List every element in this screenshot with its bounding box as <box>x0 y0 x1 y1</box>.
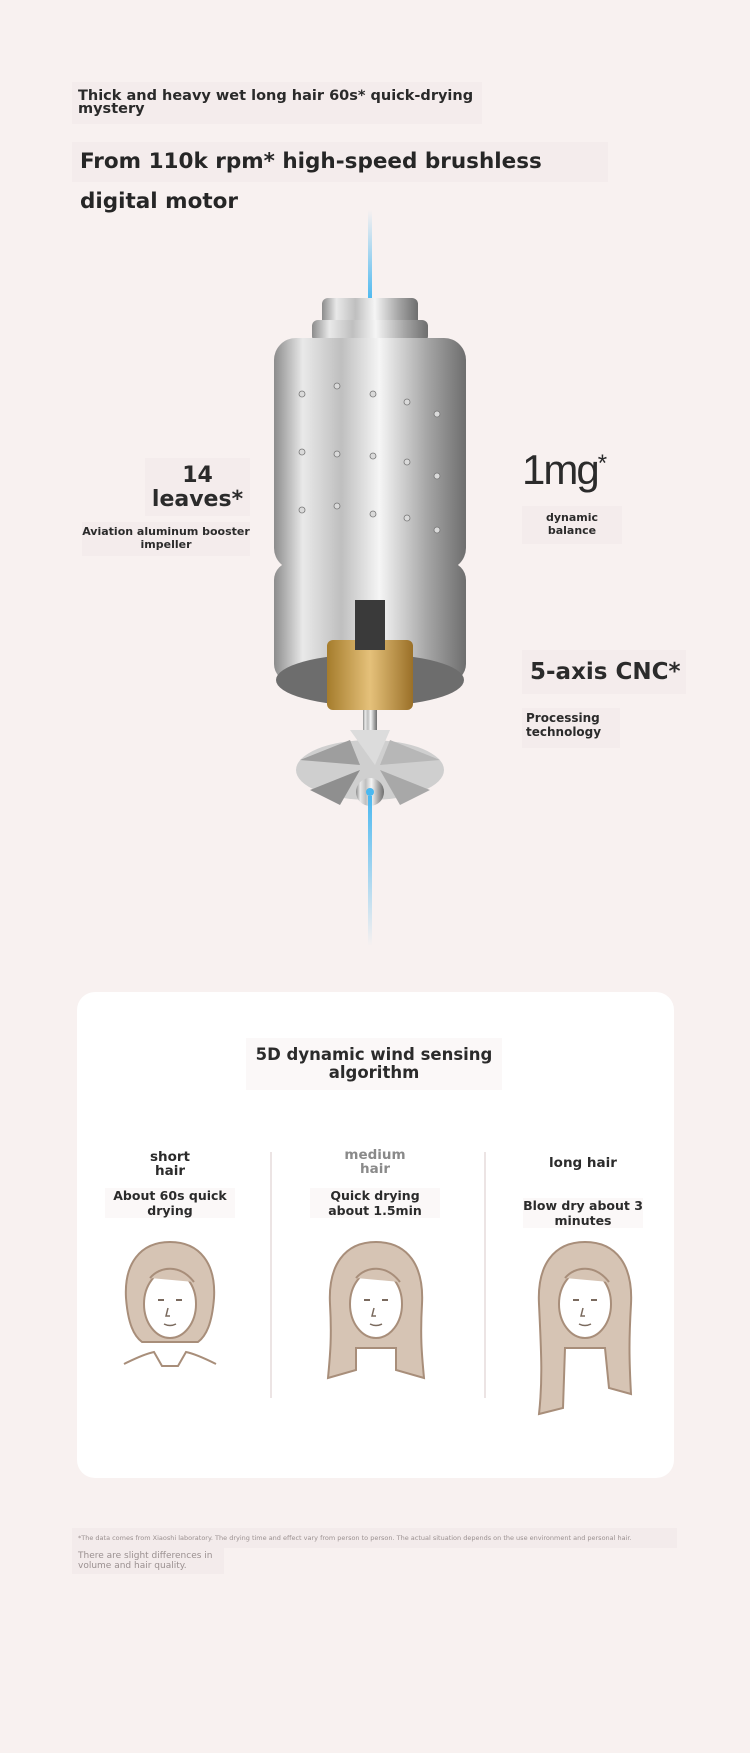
column-desc: Quick drying about 1.5min <box>310 1188 440 1218</box>
column-short-hair <box>70 1150 270 1218</box>
column-name: medium hair <box>344 1147 406 1177</box>
balance-spec-desc: dynamic balance <box>522 506 622 544</box>
leaves-spec-value: 14 leaves* <box>145 458 250 516</box>
column-medium-hair <box>275 1148 475 1218</box>
column-name: long hair <box>549 1155 617 1171</box>
balance-spec-mark: * <box>597 450 606 477</box>
column-name: short hair <box>149 1149 191 1179</box>
medium-hair-illustration <box>326 1238 426 1388</box>
card-title: 5D dynamic wind sensing algorithm <box>246 1038 502 1090</box>
motor-illustration <box>255 210 495 970</box>
footnote-note: There are slight differences in volume and hair quality. <box>72 1548 224 1574</box>
long-hair-illustration <box>535 1238 635 1418</box>
short-hair-illustration <box>120 1238 220 1378</box>
headline-subtitle: Thick and heavy wet long hair 60s* quick-drying mystery <box>72 82 482 124</box>
footnote-disclaimer: *The data comes from Xiaoshi laboratory. The drying time and effect vary from person to person. The actual situation depends on the use environment and personal hair. <box>72 1528 677 1548</box>
column-divider <box>270 1152 272 1398</box>
column-desc: About 60s quick drying <box>105 1188 235 1218</box>
column-long-hair <box>483 1156 683 1228</box>
column-desc: Blow dry about 3 minutes <box>523 1198 643 1228</box>
leaves-spec-desc: Aviation aluminum booster impeller <box>82 522 250 556</box>
balance-spec-number: 1mg <box>522 446 598 493</box>
cnc-spec-value: 5-axis CNC* <box>522 650 686 694</box>
balance-spec-value <box>522 440 632 500</box>
headline-title: From 110k rpm* high-speed brushless digital motor <box>72 142 608 182</box>
cnc-spec-desc: Processing technology <box>522 708 620 748</box>
